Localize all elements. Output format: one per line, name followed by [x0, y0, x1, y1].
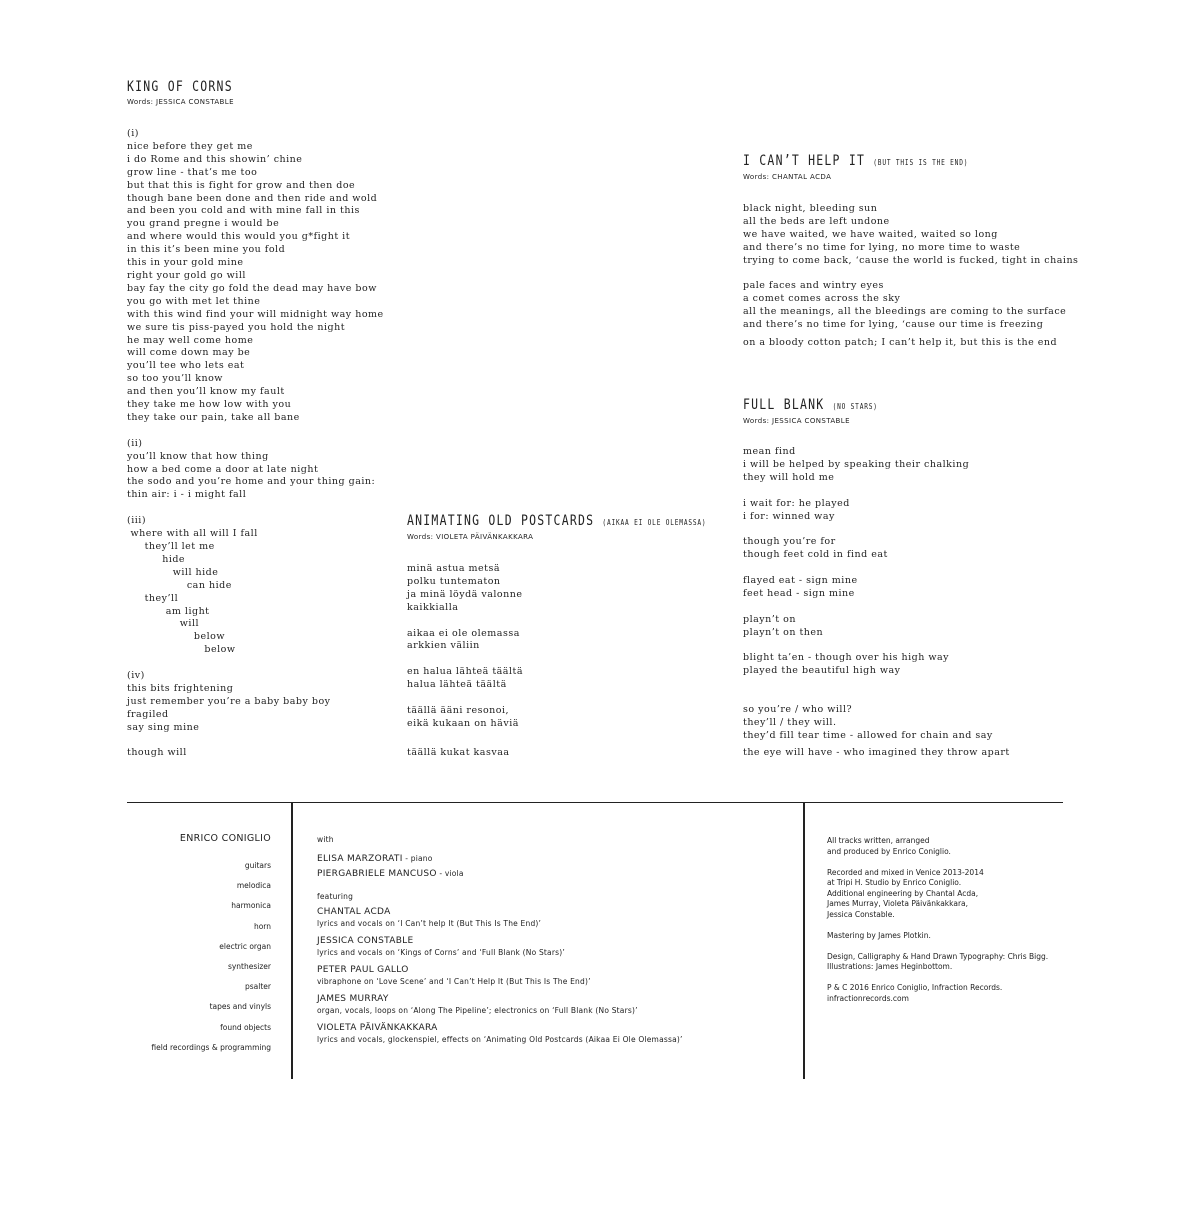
lyric-line: and where would this would you g*fight it: [127, 231, 351, 243]
lyric-line: blight ta’en - though over his high way: [743, 652, 950, 664]
song-animating-old-postcards: [407, 513, 772, 542]
with-musician: [317, 865, 683, 880]
lyric-section: [127, 438, 384, 503]
lyric-line: hide: [127, 553, 186, 565]
lyric-line: below: [127, 644, 236, 656]
featured-desc: vibraphone on ‘Love Scene’ and ‘I Can’t Help It (But This Is The End)’: [317, 977, 591, 986]
featured-desc: lyrics and vocals on ‘I Can’t help It (But This Is The End)’: [317, 919, 542, 928]
lyric-line: so you’re / who will?: [743, 704, 853, 715]
lyric-line: black night, bleeding sun: [743, 203, 878, 214]
featured-name: VIOLETA PÄIVÄNKAKKARA: [317, 1023, 438, 1033]
title-main: ANIMATING OLD POSTCARDS: [407, 513, 595, 529]
production-line: Additional engineering by Chantal Acda,: [827, 888, 979, 898]
lyric-line: all the beds are left undone: [743, 215, 890, 227]
lyric-line: grow line - that’s me too: [127, 166, 258, 178]
lyric-line: eikä kukaan on häviä: [407, 717, 519, 729]
lyric-line: you grand pregne i would be: [127, 218, 280, 230]
lyric-stanza: [743, 498, 969, 524]
featured-name: JESSICA CONSTABLE: [317, 936, 414, 946]
lyric-line: you go with met let thine: [127, 295, 261, 307]
lyric-line: nice before they get me: [127, 140, 253, 152]
musician-role: - piano: [402, 854, 433, 863]
song-title: [407, 513, 706, 531]
words-credit: Words: CHANTAL ACDA: [743, 173, 832, 181]
instrument-item: tapes and vinyls: [209, 1002, 271, 1012]
production-line: Illustrations: James Heginbottom.: [827, 962, 953, 971]
production-line: Mastering by James Plotkin.: [827, 930, 931, 940]
lyric-line: just remember you’re a baby baby boy: [127, 695, 331, 707]
words-credit: Words: JESSICA CONSTABLE: [743, 417, 850, 425]
lyric-line: flayed eat - sign mine: [743, 575, 858, 587]
lyric-stanza: [407, 628, 523, 654]
lyric-line: playn’t on then: [743, 626, 824, 638]
lyric-stanza: [407, 666, 523, 692]
lyric-stanza: [743, 446, 969, 485]
lyric-line: though you’re for: [743, 536, 836, 548]
lyric-stanza: [743, 280, 1078, 332]
lyric-stanza: [743, 652, 969, 678]
production-paragraph: [827, 983, 1048, 1004]
production-line: All tracks written, arranged: [827, 836, 930, 845]
lyric-stanza: [407, 563, 523, 615]
lyric-line: fragiled: [127, 708, 169, 720]
lyric-line: so too you’ll know: [127, 373, 223, 385]
lyric-line: they’ll / they will.: [743, 716, 837, 728]
section-label: (iii): [127, 515, 147, 527]
lyric-line: polku tuntematon: [407, 575, 501, 587]
lyric-line: bay fay the city go fold the dead may have bow: [127, 282, 377, 294]
musician-name: ELISA MARZORATI: [317, 854, 403, 864]
instrument-item: guitars: [244, 861, 271, 870]
featured-desc: organ, vocals, loops on ‘Along The Pipeline’; electronics on ‘Full Blank (No Stars)’: [317, 1006, 638, 1015]
lyric-line: ja minä löydä valonne: [407, 588, 523, 600]
lyric-line: arkkien väliin: [407, 640, 480, 652]
lyric-line: they’ll let me: [127, 540, 215, 552]
lyric-line: a comet comes across the sky: [743, 293, 901, 305]
lyric-line: where with all will I fall: [127, 528, 258, 540]
lyric-line: say sing mine: [127, 721, 200, 733]
lyric-line: playn’t on: [743, 613, 796, 625]
featuring-label: featuring: [317, 892, 354, 901]
title-main: FULL BLANK: [743, 397, 825, 413]
production-line: and produced by Enrico Coniglio.: [827, 846, 951, 856]
musician-credits: [317, 835, 683, 1044]
lyric-line: though bane been done and then ride and wold: [127, 192, 378, 204]
instrument-item: harmonica: [231, 901, 271, 911]
lyric-line: they take me how low with you: [127, 399, 292, 411]
section-label: (ii): [127, 437, 143, 449]
artist-credits: [127, 833, 271, 1058]
production-line: Jessica Constable.: [827, 909, 895, 919]
lyric-stanza: [407, 705, 523, 731]
featured-name: CHANTAL ACDA: [317, 907, 391, 917]
divider-horizontal: [127, 802, 1063, 803]
lyric-line: though feet cold in find eat: [743, 549, 888, 561]
lyric-line: pale faces and wintry eyes: [743, 280, 884, 292]
production-line: infractionrecords.com: [827, 993, 909, 1003]
lyric-line: they’d fill tear time - allowed for chain and say: [743, 729, 993, 741]
lyric-line: in this it’s been mine you fold: [127, 244, 286, 256]
production-line: Recorded and mixed in Venice 2013-2014: [827, 867, 984, 877]
production-paragraph: [827, 836, 1048, 857]
section-label: (iv): [127, 670, 145, 682]
title-main: I CAN’T HELP IT: [743, 153, 866, 169]
lyric-line: täällä ääni resonoi,: [407, 704, 510, 716]
lyric-stanza: [743, 614, 969, 640]
lyric-line: i for: winned way: [743, 510, 835, 522]
lyric-line-final: though will: [127, 747, 187, 759]
lyric-line: this bits frightening: [127, 682, 234, 694]
lyric-line-final: the eye will have - who imagined they throw apart: [743, 747, 1010, 758]
lyric-line: feet head - sign mine: [743, 587, 855, 599]
lyric-line: the sodo and you’re home and your thing gain:: [127, 476, 376, 488]
instrument-item: found objects: [220, 1022, 271, 1032]
title-subtitle: (NO STARS): [832, 402, 878, 411]
instrument-item: synthesizer: [227, 961, 271, 971]
musician-name: PIERGABRIELE MANCUSO: [317, 869, 437, 879]
lyric-line: we have waited, we have waited, waited so long: [743, 228, 998, 240]
lyric-line: i wait for: he played: [743, 497, 850, 509]
lyric-line: and there’s no time for lying, no more time to waste: [743, 241, 1021, 253]
lyric-line: how a bed come a door at late night: [127, 463, 319, 475]
lyric-line: but that this is fight for grow and then doe: [127, 179, 356, 191]
lyric-line: and there’s no time for lying, ‘cause our time is freezing: [743, 319, 1044, 331]
full-blank-lyrics: [743, 446, 969, 691]
featured-desc: lyrics and vocals, glockenspiel, effects on ‘Animating Old Postcards (Aikaa Ei Ole Olemassa)’: [317, 1035, 683, 1044]
instrument-item: melodica: [236, 881, 271, 891]
lyric-line: am light: [127, 605, 210, 617]
lyric-line: i do Rome and this showin’ chine: [127, 153, 303, 165]
lyric-line: minä astua metsä: [407, 563, 500, 574]
lyric-line: below: [127, 631, 225, 643]
with-musician: [317, 850, 683, 865]
production-paragraph: [827, 931, 1048, 942]
production-line: Design, Calligraphy & Hand Drawn Typography: Chris Bigg.: [827, 951, 1049, 961]
production-line: at Tripi H. Studio by Enrico Coniglio.: [827, 878, 962, 887]
instrument-list: [127, 856, 271, 1058]
lyric-line: this in your gold mine: [127, 257, 244, 269]
song-full-blank: [743, 397, 907, 426]
lyric-line: they will hold me: [743, 471, 835, 483]
lyric-stanza: [743, 575, 969, 601]
lyric-line: and been you cold and with mine fall in this: [127, 205, 360, 217]
lyric-line: kaikkialla: [407, 601, 459, 613]
lyric-line: en halua lähteä täältä: [407, 666, 523, 678]
lyric-line: we sure tis piss-payed you hold the night: [127, 321, 346, 333]
king-of-corns-lyrics: [127, 128, 384, 760]
lyric-line: you’ll tee who lets eat: [127, 360, 245, 372]
lyric-line: aikaa ei ole olemassa: [407, 627, 520, 639]
production-paragraph: [827, 952, 1048, 973]
lyric-stanza: [743, 536, 969, 562]
lyric-line: trying to come back, ‘cause the world is fucked, tight in chains: [743, 254, 1079, 266]
lyric-line: they take our pain, take all bane: [127, 411, 300, 423]
instrument-item: psalter: [245, 982, 271, 992]
words-credit: Words: JESSICA CONSTABLE: [127, 98, 234, 106]
title-subtitle: (AIKAA EI OLE OLEMASSA): [602, 518, 707, 527]
lyric-line: played the beautiful high way: [743, 665, 901, 677]
i-cant-help-it-lyrics: [743, 203, 1078, 345]
song-king-of-corns: [127, 79, 256, 107]
lyric-line: all the meanings, all the bleedings are coming to the surface: [743, 306, 1067, 318]
lyric-line: mean find: [743, 446, 796, 457]
title-subtitle: (BUT THIS IS THE END): [873, 158, 969, 167]
lyric-line: will come down may be: [127, 347, 251, 359]
animating-old-postcards-lyrics: [407, 563, 523, 744]
lyric-line: thin air: i - i might fall: [127, 489, 247, 501]
lyric-line: can hide: [127, 579, 232, 591]
lyric-line: you’ll know that how thing: [127, 450, 269, 462]
lyric-line: i will be helped by speaking their chalking: [743, 458, 970, 470]
featured-desc: lyrics and vocals on ‘Kings of Corns’ and ‘Full Blank (No Stars)’: [317, 948, 565, 957]
lyric-stanza: [743, 203, 1078, 268]
song-i-cant-help-it: [743, 153, 1018, 182]
lyric-line: he may well come home: [127, 334, 254, 346]
lyric-line-final: on a bloody cotton patch; I can’t help it, but this is the end: [743, 337, 1058, 348]
production-paragraph: [827, 868, 1048, 921]
divider-vertical-left: [291, 802, 293, 1079]
featured-name: PETER PAUL GALLO: [317, 965, 409, 975]
full-blank-lyrics-late: [743, 704, 993, 743]
lyric-section: [127, 515, 384, 657]
section-label: (i): [127, 128, 139, 139]
lyric-section: [127, 128, 384, 425]
musician-role: - viola: [436, 869, 464, 878]
lyric-line: will hide: [127, 566, 219, 578]
instrument-item: electric organ: [219, 941, 271, 951]
lyric-line-final: täällä kukat kasvaa: [407, 747, 510, 758]
instrument-item: field recordings & programming: [151, 1042, 271, 1052]
lyric-line: right your gold go will: [127, 269, 246, 281]
song-title: KING OF CORNS: [127, 79, 233, 95]
lyric-line: and then you’ll know my fault: [127, 386, 285, 398]
featured-name: JAMES MURRAY: [317, 994, 389, 1004]
with-label: with: [317, 835, 334, 844]
lyric-line: with this wind find your will midnight way home: [127, 308, 384, 320]
production-line: James Murray, Violeta Päivänkakkara,: [827, 899, 969, 908]
lyric-line: will: [127, 618, 200, 630]
lyric-section: [127, 670, 384, 735]
lyric-line: they’ll: [127, 592, 179, 604]
production-line: P & C 2016 Enrico Coniglio, Infraction Records.: [827, 983, 1003, 992]
song-title: [743, 153, 968, 171]
song-title: [743, 397, 878, 415]
lyric-line: halua lähteä täältä: [407, 679, 507, 691]
words-credit: Words: VIOLETA PÄIVÄNKAKKARA: [407, 533, 534, 541]
production-credits: [827, 836, 1048, 1015]
divider-vertical-right: [803, 802, 805, 1079]
artist-name: ENRICO CONIGLIO: [179, 833, 271, 844]
instrument-item: horn: [253, 921, 271, 931]
